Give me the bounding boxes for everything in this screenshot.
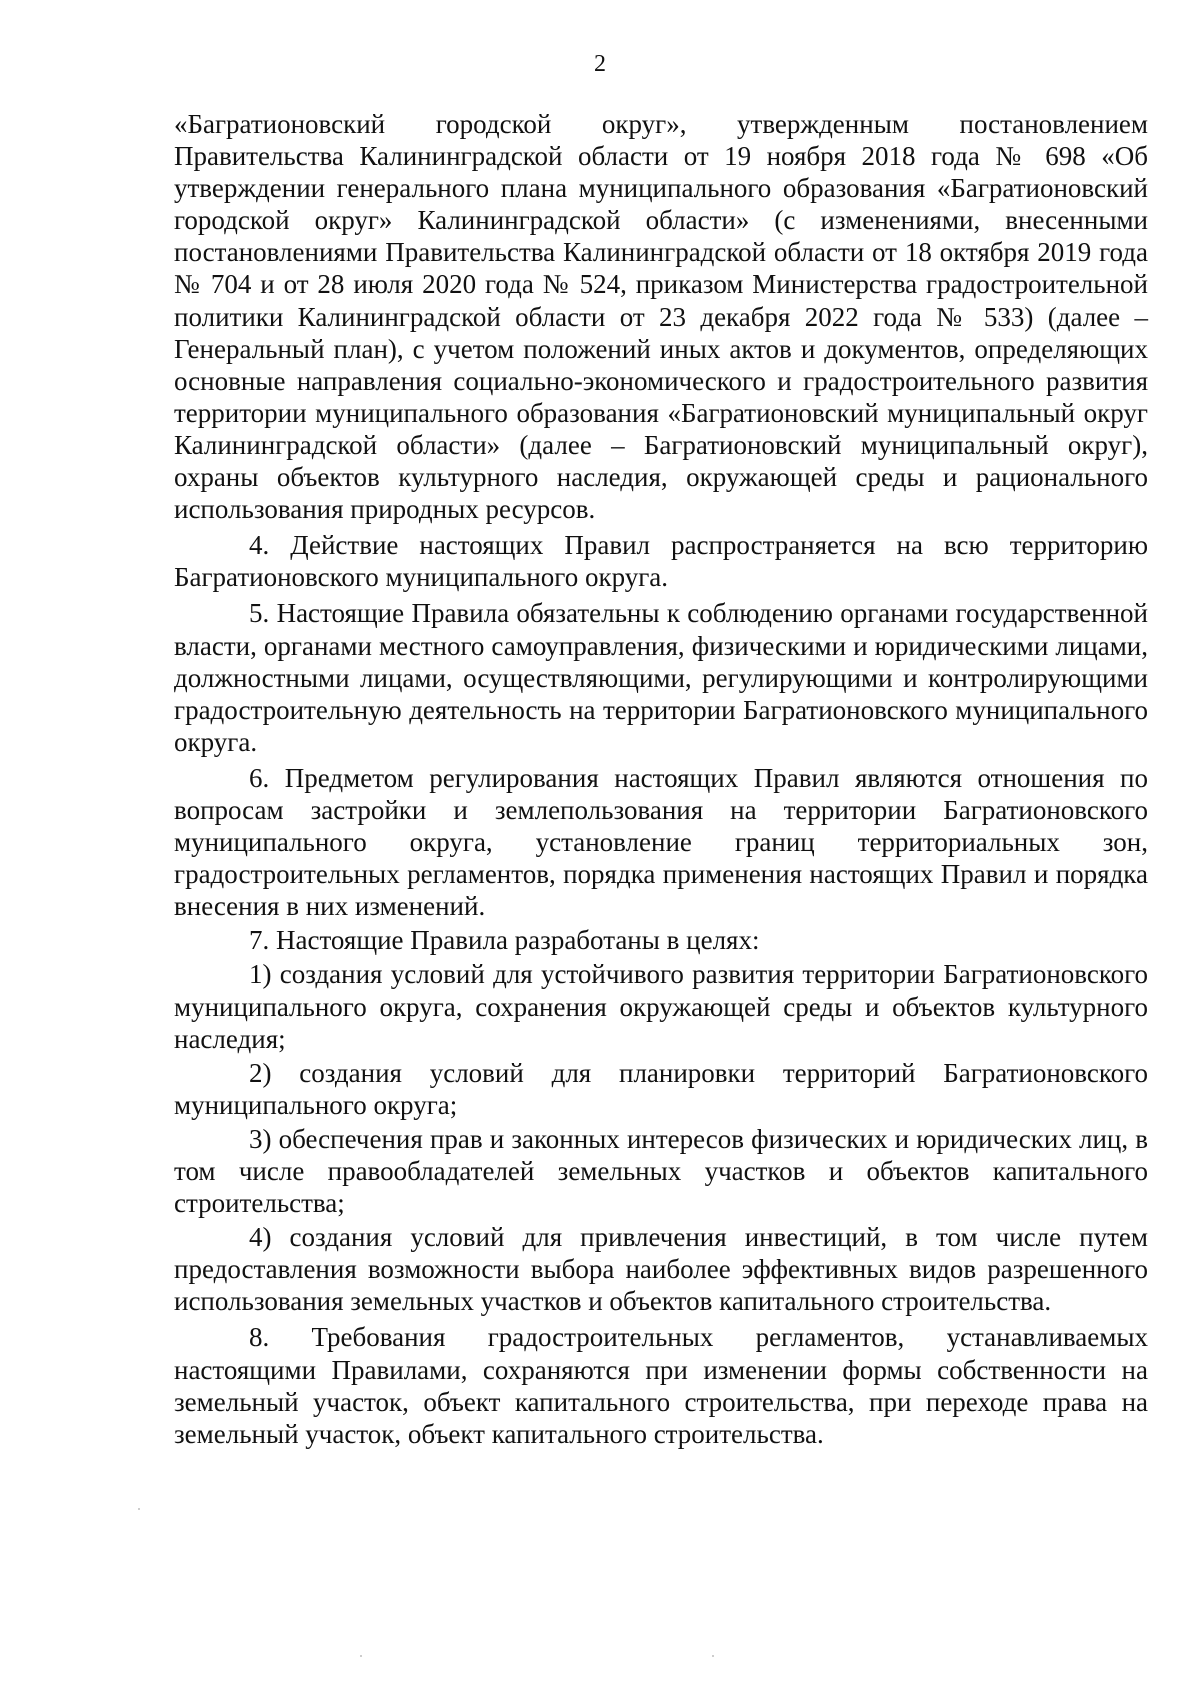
list-item-3: 3) обеспечения прав и законных интересов физических и юридических лиц, в том числе правообладателей земельных участков и объектов капитального строительства; xyxy=(174,1123,1148,1219)
document-body xyxy=(174,108,1148,1450)
scan-speck xyxy=(138,1508,140,1510)
scan-speck xyxy=(360,1655,362,1657)
paragraph-item-5: 5. Настоящие Правила обязательны к соблюдению органами государственной власти, органами местного самоуправления, физическими и юридическими лицами, должностными лицами, осуществляющими, регулирующими и контролирующими градостроительную деятельность на территории Багратионовского муниципального округа. xyxy=(174,598,1148,757)
paragraph-item-6: 6. Предметом регулирования настоящих Правил являются отношения по вопросам застройки и землепользования на территории Багратионовского муниципального округа, установление границ территориальных зон, градостроительных регламентов, порядка применения настоящих Правил и порядка внесения в них изменений. xyxy=(174,762,1148,922)
paragraph-continuation: «Багратионовский городской округ», утвержденным постановлением Правительства Калининградской области от 19 ноября 2018 года № 698 «Об утверждении генерального плана муниципального образования «Багратионовский городской округ» Калининградской области» (с изменениями, внесенными постановлениями Правительства Калининградской области от 18 октября 2019 года № 704 и от 28 июля 2020 года № 524, приказом Министерства градостроительной политики Калининградской области от 23 декабря 2022 года № 533) (далее – Генеральный план), с учетом положений иных актов и документов, определяющих основные направления социально-экономического и градостроительного развития территории муниципального образования «Багратионовский муниципальный округ Калининградской области» (далее – Багратионовский муниципальный округ), охраны объектов культурного наследия, окружающей среды и рационального использования природных ресурсов. xyxy=(174,109,1148,525)
paragraph-item-8: 8. Требования градостроительных регламентов, устанавливаемых настоящими Правилами, сохраняются при изменении формы собственности на земельный участок, объект капитального строительства, при переходе права на земельный участок, объект капитального строительства. xyxy=(174,1322,1148,1449)
list-item-4: 4) создания условий для привлечения инвестиций, в том числе путем предоставления возможности выбора наиболее эффективных видов разрешенного использования земельных участков и объектов капитального строительства. xyxy=(174,1222,1148,1317)
paragraph-item-4: 4. Действие настоящих Правил распространяется на всю территорию Багратионовского муниципального округа. xyxy=(174,530,1148,593)
list-item-2: 2) создания условий для планировки территорий Багратионовского муниципального округа; xyxy=(174,1057,1148,1120)
page-number: 2 xyxy=(594,51,606,77)
list-item-1: 1) создания условий для устойчивого развития территории Багратионовского муниципального округа, сохранения окружающей среды и объектов культурного наследия; xyxy=(174,959,1148,1054)
paragraph-item-7: 7. Настоящие Правила разработаны в целях: xyxy=(249,925,760,956)
scan-speck xyxy=(712,1655,714,1657)
